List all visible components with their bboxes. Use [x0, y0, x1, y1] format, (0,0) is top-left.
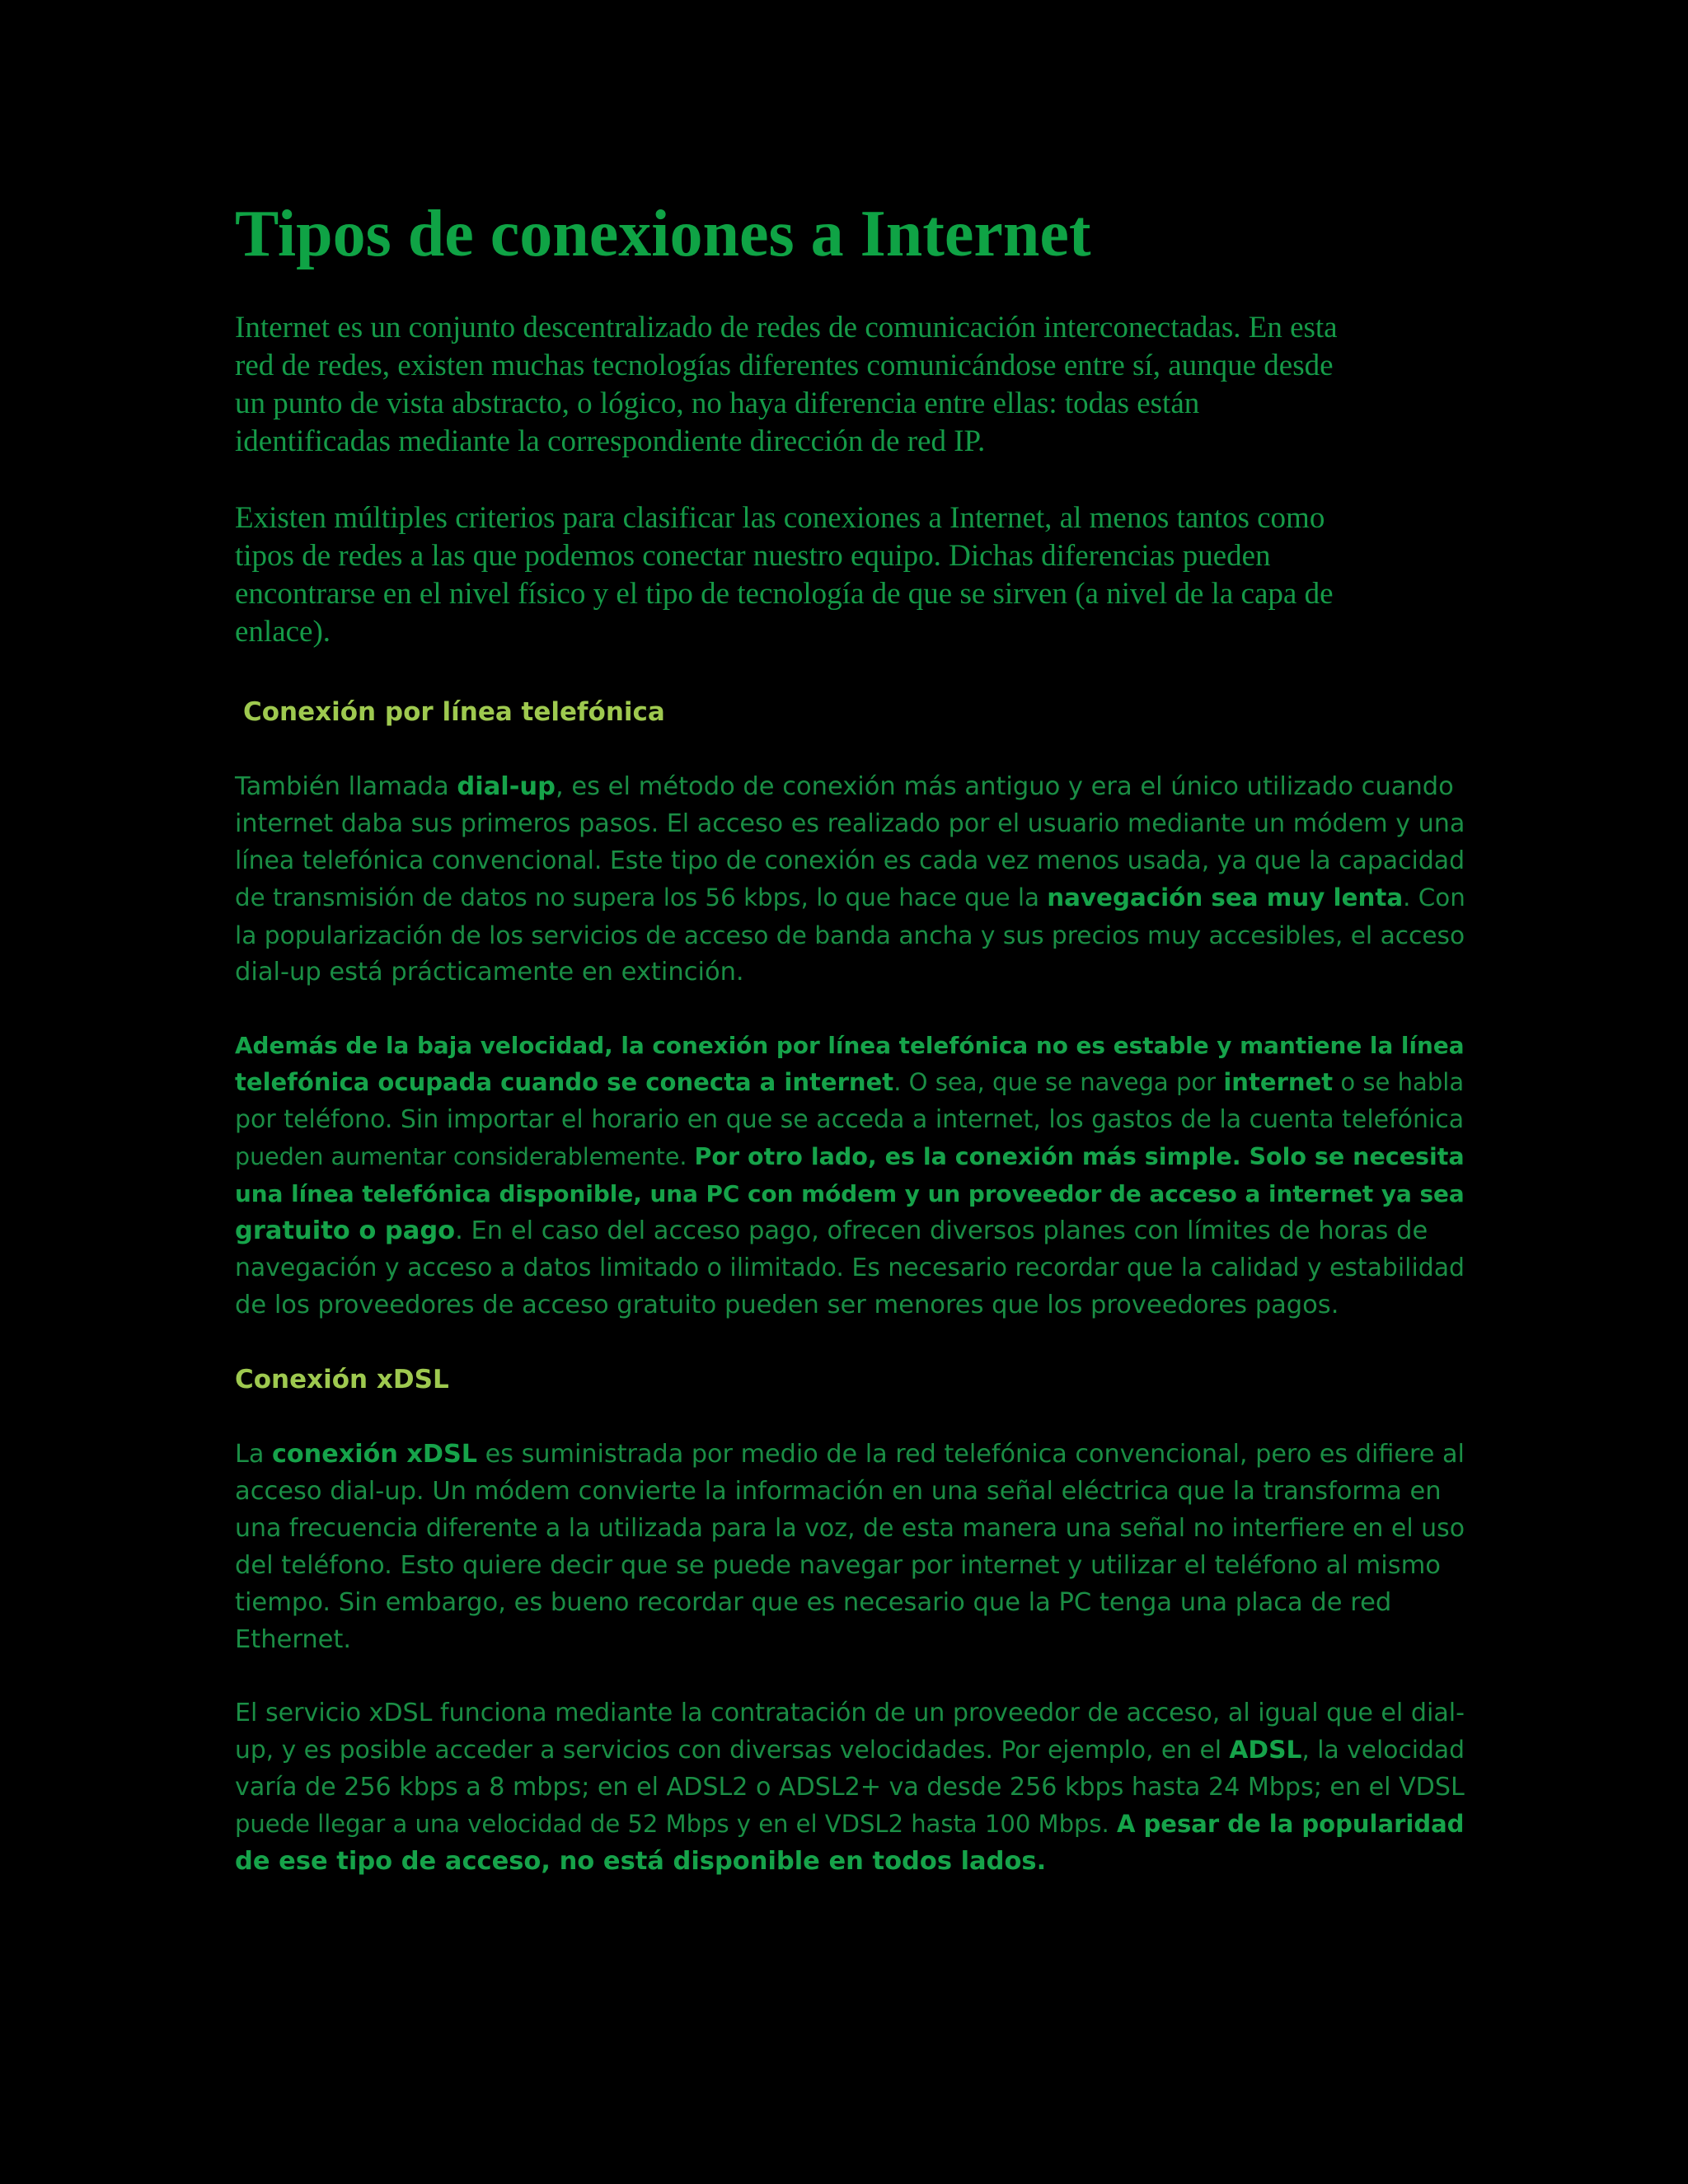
text-line: telefónica ocupada cuando se conecta a internet. O sea, que se navega por internet o se habla	[235, 1068, 1465, 1096]
section-heading-dialup: Conexión por línea telefónica	[243, 697, 665, 727]
text-line: Ethernet.	[235, 1625, 352, 1654]
xdsl-paragraph-2	[235, 1694, 1471, 1880]
dialup-paragraph-2	[235, 1027, 1471, 1324]
text-line: El servicio xDSL funciona mediante la contratación de un proveedor de acceso, al igual que el dial-	[235, 1699, 1465, 1727]
text-line: up, y es posible acceder a servicios con diversas velocidades. Por ejemplo, en el ADSL, la velocidad	[235, 1736, 1465, 1765]
text-line: tiempo. Sin embargo, es bueno recordar que es necesario que la PC tenga una placa de red	[235, 1588, 1392, 1617]
bold-text: conexión xDSL	[271, 1440, 478, 1469]
bold-text: telefónica ocupada cuando se conecta a internet	[235, 1068, 894, 1096]
intro-paragraph	[235, 309, 1471, 461]
text-line: acceso dial-up. Un módem convierte la información en una señal eléctrica que la transforma en	[235, 1477, 1442, 1506]
text-line: identificadas mediante la correspondiente dirección de red IP.	[235, 424, 986, 458]
text-line: una frecuencia diferente a la utilizada para la voz, de esta manera una señal no interfiere en el uso	[235, 1514, 1465, 1543]
text-line: Existen múltiples criterios para clasificar las conexiones a Internet, al menos tantos como	[235, 501, 1325, 535]
bold-text: ADSL	[1229, 1736, 1302, 1765]
section-heading-xdsl: Conexión xDSL	[235, 1365, 449, 1394]
text-line: También llamada dial-up, es el método de conexión más antiguo y era el único utilizado cuando	[235, 772, 1454, 801]
bold-text: navegación sea muy lenta	[1047, 883, 1404, 912]
text-line: enlace).	[235, 615, 331, 649]
text-line: la popularización de los servicios de acceso de banda ancha y sus precios muy accesibles, el acceso	[235, 921, 1465, 949]
criteria-paragraph	[235, 499, 1471, 651]
text-line	[235, 1843, 1471, 1880]
text-line: un punto de vista abstracto, o lógico, no haya diferencia entre ellas: todas están	[235, 387, 1200, 420]
xdsl-paragraph-1	[235, 1436, 1471, 1658]
text-line: varía de 256 kbps a 8 mbps; en el ADSL2 o ADSL2+ va desde 256 kbps hasta 24 Mbps; en el VDSL	[235, 1773, 1465, 1802]
text-line: de transmisión de datos no supera los 56 kbps, lo que hace que la navegación sea muy lenta. Con	[235, 883, 1465, 912]
bold-text: de ese tipo de acceso, no está disponible en todos lados.	[235, 1847, 1047, 1876]
text-line: tipos de redes a las que podemos conectar nuestro equipo. Dichas diferencias pueden	[235, 539, 1271, 573]
bold-text: A pesar de la popularidad	[1116, 1810, 1465, 1838]
text-line	[235, 1027, 1471, 1064]
dialup-paragraph-1	[235, 768, 1471, 991]
bold-text: dial-up	[457, 772, 556, 801]
text-line: del teléfono. Esto quiere decir que se puede navegar por internet y utilizar el teléfono al mismo	[235, 1551, 1441, 1580]
text-line: encontrarse en el nivel físico y el tipo de tecnología de que se sirven (a nivel de la capa de	[235, 577, 1334, 611]
text-line: puede llegar a una velocidad de 52 Mbps y en el VDSL2 hasta 100 Mbps. A pesar de la popularidad	[235, 1810, 1465, 1838]
text-line: red de redes, existen muchas tecnologías diferentes comunicándose entre sí, aunque desde	[235, 349, 1334, 382]
text-line: Internet es un conjunto descentralizado de redes de comunicación interconectadas. En esta	[235, 311, 1338, 344]
bold-text: Además de la baja velocidad, la conexión por línea telefónica no es estable y mantiene la línea	[235, 1032, 1465, 1059]
text-line: pueden aumentar considerablemente. Por otro lado, es la conexión más simple. Solo se necesita	[235, 1143, 1465, 1170]
text-line: navegación y acceso a datos limitado o ilimitado. Es necesario recordar que la calidad y estabilidad	[235, 1254, 1465, 1282]
bold-text: una línea telefónica disponible, una PC con módem y un proveedor de acceso a internet ya sea	[235, 1180, 1465, 1207]
text-line: línea telefónica convencional. Este tipo de conexión es cada vez menos usada, ya que la capacidad	[235, 846, 1465, 875]
bold-text: gratuito o pago	[235, 1216, 456, 1245]
page-title: Tipos de conexiones a Internet	[235, 198, 1091, 270]
bold-text: internet	[1223, 1068, 1334, 1096]
text-line	[235, 1175, 1471, 1212]
bold-text: Por otro lado, es la conexión más simple. Solo se necesita	[694, 1143, 1465, 1170]
text-line: internet daba sus primeros pasos. El acceso es realizado por el usuario mediante un módem y una	[235, 809, 1465, 838]
text-line: por teléfono. Sin importar el horario en que se acceda a internet, los gastos de la cuenta telefónica	[235, 1105, 1465, 1134]
text-line: dial-up está prácticamente en extinción.	[235, 958, 744, 987]
text-line: La conexión xDSL es suministrada por medio de la red telefónica convencional, pero es difiere al	[235, 1440, 1465, 1469]
text-line: gratuito o pago. En el caso del acceso pago, ofrecen diversos planes con límites de horas de	[235, 1216, 1428, 1245]
text-line: de los proveedores de acceso gratuito pueden ser menores que los proveedores pagos.	[235, 1291, 1339, 1319]
